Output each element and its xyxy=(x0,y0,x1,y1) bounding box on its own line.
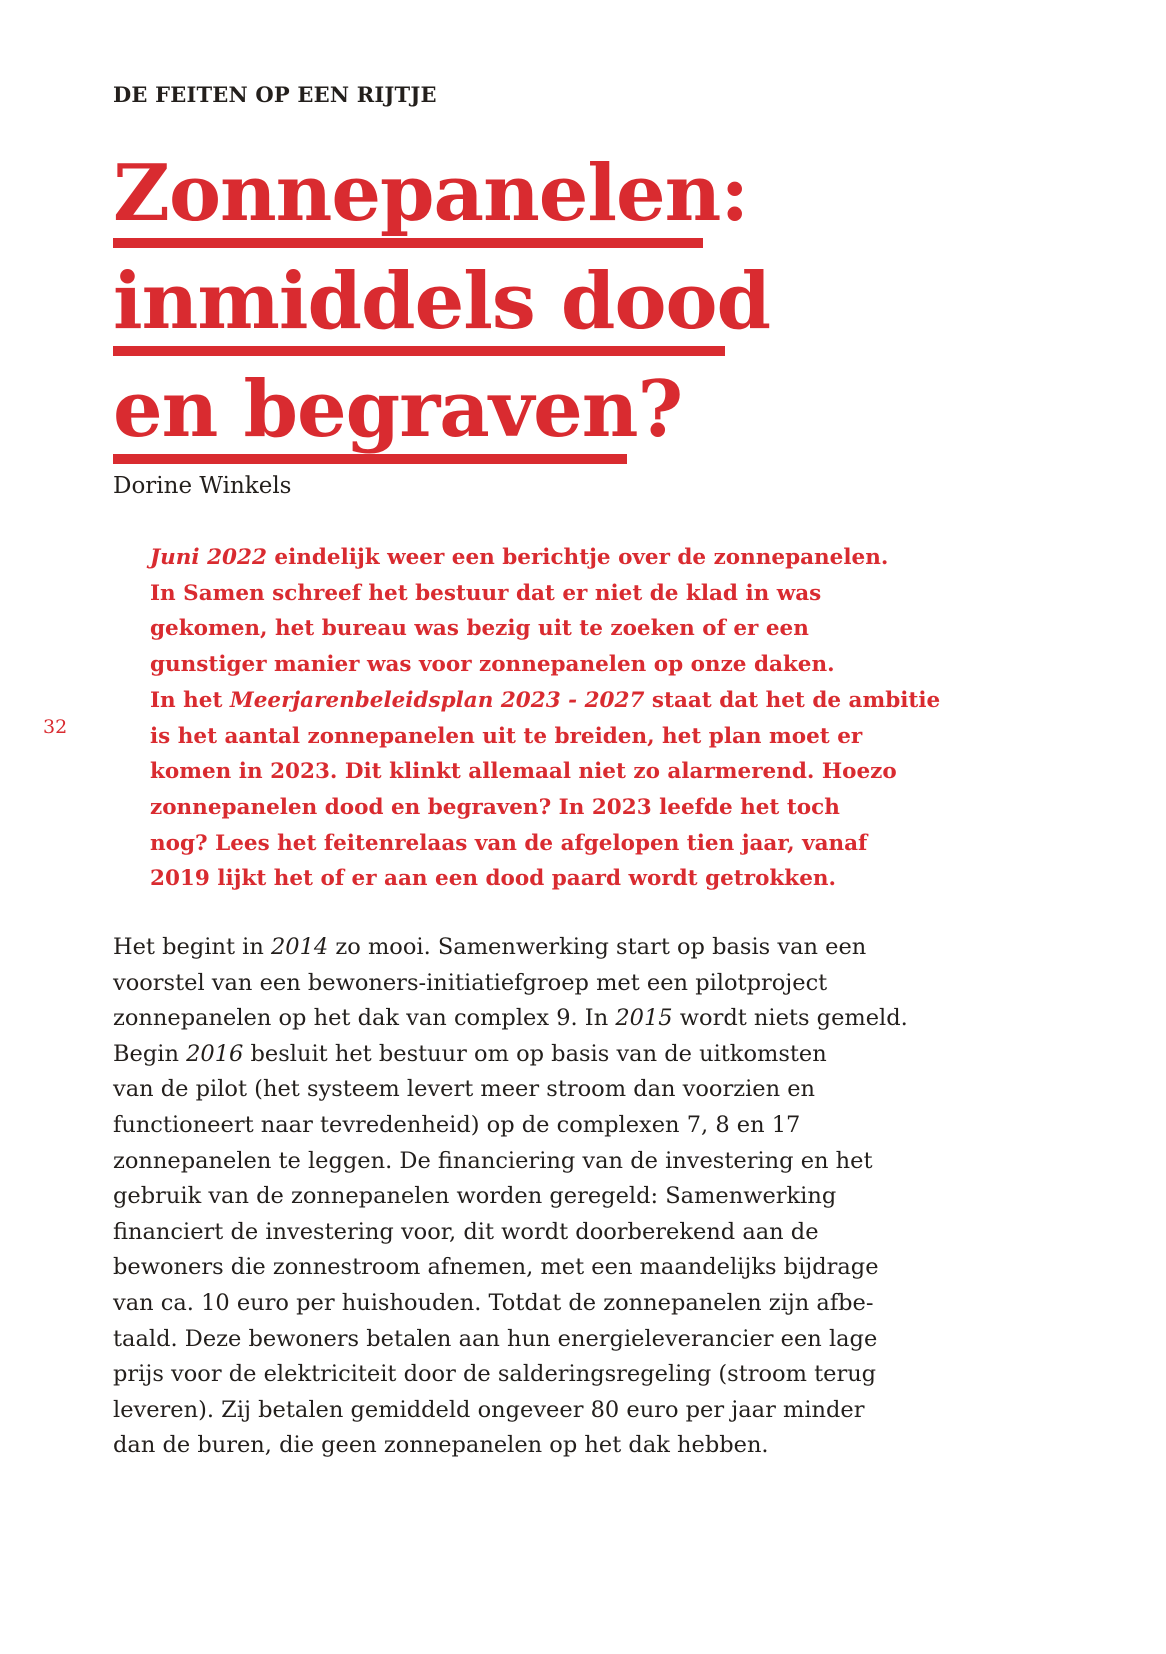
article-title xyxy=(113,140,771,464)
body-text: zonnepanelen op het dak van complex 9. In xyxy=(113,1005,616,1032)
body-line: bewoners die zonnestroom afnemen, met een maandelijks bijdrage xyxy=(113,1254,879,1281)
body-paragraph xyxy=(113,930,993,1464)
intro-line: is het aantal zonnepanelen uit te breiden, het plan moet er xyxy=(150,723,863,749)
title-line: en begraven? xyxy=(113,366,627,464)
body-text: Het begint in xyxy=(113,934,271,960)
intro-line: komen in 2023. Dit klinkt allemaal niet zo alarmerend. Hoezo xyxy=(150,759,897,785)
body-line: financiert de investering voor, dit wordt doorberekend aan de xyxy=(113,1218,819,1245)
body-line: prijs voor de elektriciteit door de salderingsregeling (stroom terug xyxy=(113,1361,877,1388)
author-byline: Dorine Winkels xyxy=(113,473,292,499)
body-line xyxy=(113,1001,993,1037)
section-kicker: DE FEITEN OP EEN RIJTJE xyxy=(113,82,437,107)
body-line: gebruik van de zonnepanelen worden geregeld: Samenwerking xyxy=(113,1183,837,1210)
body-line: zonnepanelen te leggen. De financiering van de investering en het xyxy=(113,1147,873,1174)
intro-emphasis: Juni 2022 xyxy=(150,545,267,570)
intro-emphasis: Meerjarenbeleidsplan 2023 - 2027 xyxy=(229,687,645,713)
intro-line: 2019 lijkt het of er aan een dood paard wordt getrokken. xyxy=(150,866,836,892)
intro-line: gunstiger manier was voor zonnepanelen op onze daken. xyxy=(150,652,835,678)
body-line: van ca. 10 euro per huishouden. Totdat de zonnepanelen zijn afbe- xyxy=(113,1289,874,1316)
page-number: 32 xyxy=(43,716,68,738)
title-line: inmiddels dood xyxy=(113,258,725,356)
year-emphasis: 2014 xyxy=(270,934,329,960)
intro-line: nog? Lees het feitenrelaas van de afgelopen tien jaar, vanaf xyxy=(150,830,868,856)
body-line: functioneert naar tevredenheid) op de complexen 7, 8 en 17 xyxy=(113,1111,801,1138)
body-line: taald. Deze bewoners betalen aan hun energieleverancier een lage xyxy=(113,1325,878,1352)
body-text: wordt niets gemeld. xyxy=(672,1005,908,1032)
intro-text: staat dat het de ambitie xyxy=(644,687,941,713)
body-line: dan de buren, die geen zonnepanelen op het dak hebben. xyxy=(113,1432,769,1459)
body-line: van de pilot (het systeem levert meer stroom dan voorzien en xyxy=(113,1076,816,1103)
body-text: Begin xyxy=(113,1040,187,1067)
intro-text: In het xyxy=(150,687,230,713)
title-line: Zonnepanelen: xyxy=(113,150,703,248)
intro-line: In Samen schreef het bestuur dat er niet de klad in was xyxy=(150,580,822,606)
body-line: leveren). Zij betalen gemiddeld ongeveer 80 euro per jaar minder xyxy=(113,1396,865,1423)
body-line xyxy=(113,930,993,966)
intro-line: gekomen, het bureau was bezig uit te zoeken of er een xyxy=(150,616,809,642)
intro-line: zonnepanelen dood en begraven? In 2023 leefde het toch xyxy=(150,794,840,820)
year-emphasis: 2016 xyxy=(186,1040,244,1067)
intro-paragraph xyxy=(150,540,950,897)
intro-text: eindelijk weer een berichtje over de zonnepanelen. xyxy=(266,545,889,570)
body-line xyxy=(113,1037,993,1073)
year-emphasis: 2015 xyxy=(615,1005,673,1032)
body-text: besluit het bestuur om op basis van de uitkomsten xyxy=(243,1040,827,1067)
intro-line xyxy=(150,540,950,576)
intro-line xyxy=(150,683,950,719)
body-line: voorstel van een bewoners-initiatiefgroep met een pilotproject xyxy=(113,969,828,996)
body-text: zo mooi. Samenwerking start op basis van een xyxy=(328,934,867,960)
